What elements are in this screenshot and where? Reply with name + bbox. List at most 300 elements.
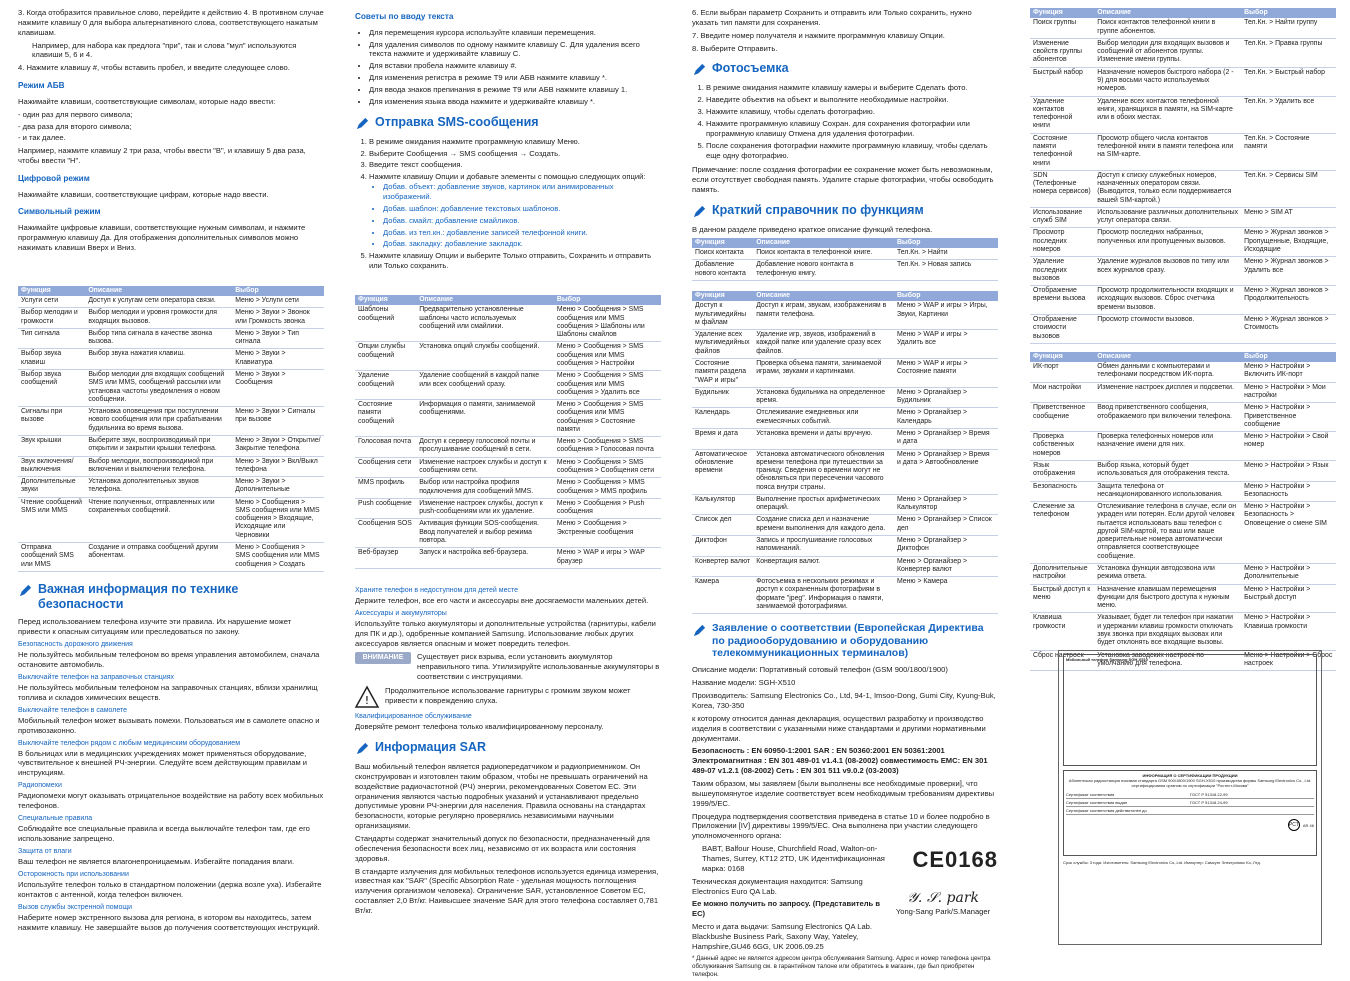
table-row [18, 477, 324, 498]
safety-item-title: Осторожность при использовании [18, 870, 129, 878]
table-cell: Push сообщение [355, 498, 416, 519]
table-row [692, 260, 998, 281]
symbol-title: Символьный режим [18, 207, 101, 217]
table-cell: Меню > Настройки > Свой номер [1241, 432, 1336, 461]
table-row [1066, 799, 1314, 807]
table-cell: Сертификат соответствия [1066, 792, 1115, 797]
table-cell: Меню > Сообщения > MMS сообщения > MMS профиль [554, 478, 661, 499]
table-cell: Меню > Настройки > Сброс настроек [1241, 650, 1336, 671]
table-header: Описание [85, 286, 232, 296]
table-cell: Установка опций службы сообщений. [416, 342, 554, 371]
table-cell: Меню > Журнал звонков > Удалить все [1241, 257, 1336, 286]
table-cell: Сертификат соответствия выдан [1066, 800, 1128, 805]
table-header: Описание [416, 295, 554, 305]
list-item: 2. Наведите объектив на объект и выполните необходимые настройки. [706, 95, 998, 105]
table-cell: Опции службы сообщений [355, 342, 416, 371]
table-cell: Меню > Звуки > Дополнительные [232, 477, 324, 498]
photo-note: Примечание: после создания фотографии ее сохранение может быть невозможным, если отсутствует свободная память. Удалите старые фотографии, чтобы освободить память. [692, 165, 994, 195]
table-cell: Тел.Кн. > Найти группу [1241, 18, 1336, 38]
safety-item-title: Радиопомехи [18, 782, 62, 790]
safety-item-title: Специальные правила [18, 815, 93, 823]
table-cell: Меню > WAP и игры > Удалить все [894, 330, 998, 359]
table-row [692, 556, 998, 577]
certification-insert [1058, 650, 1322, 945]
safety-heading [18, 582, 324, 612]
table-header: Выбор [1241, 352, 1336, 362]
table-cell: Тел.Кн. > Правка группы [1241, 38, 1336, 67]
certificate-box [1063, 770, 1317, 856]
declaration-line: к которому относится данная декларация, осуществил разработку и производство изделия в соответствии с указанными ниже стандартами и другими нормативными документами. [692, 713, 986, 743]
reference-title: Краткий справочник по функциям [712, 203, 924, 218]
table-row [692, 408, 998, 429]
ar-code: AR 46 [1302, 822, 1314, 828]
sms-title: Отправка SMS-сообщения [375, 114, 539, 129]
tips-title: Советы по вводу текста [355, 12, 454, 21]
table-cell: Удаление всех мультимедийных файлов [692, 330, 753, 359]
step-3-example: Например, для набора как предлога "при", так и слова "мул" используются клавиши 5, 6 и 4. [32, 40, 297, 60]
list-item: 2. Выберите Сообщения → SMS сообщения → Создать. [369, 149, 661, 159]
table-cell: Меню > Звуки > Звонок или Громкость звонка [232, 308, 324, 329]
table-cell: Меню > Настройки > Дополнительные [1241, 564, 1336, 585]
table-cell: Меню > Настройки > Приветственное сообщение [1241, 403, 1336, 432]
table-cell: Отправка сообщений SMS или MMS [18, 543, 85, 572]
declaration-title: Заявление о соответствии (Европейская Директива по радиооборудованию и оборудованию телекоммуникационных терминалов) [712, 622, 984, 660]
table-header: Функция [692, 291, 753, 301]
table-cell: ГОСТ Р 51318.24-99 [1190, 800, 1228, 805]
table-cell: Выбор языка, который будет использоваться для отображения текста. [1094, 460, 1241, 481]
list-item: 3. Нажмите клавишу, чтобы сделать фотографию. [706, 107, 998, 117]
table-row [692, 301, 998, 329]
table-cell: Веб-браузер [355, 548, 416, 569]
table-cell: Информация о памяти, занимаемой сообщениями. [416, 400, 554, 437]
accessories-text: Используйте только аккумуляторы и дополнительные устройства (гарнитуры, кабели для ПК и др.), одобренные компанией Samsung. Использование любых других аксессуаров является опасным и может повредить телефон. [355, 618, 656, 648]
table-cell: Меню > Настройки > Клавиша громкости [1241, 613, 1336, 650]
table-cell: Назначение номеров быстрого набора (2 - 9) для восьми часто используемых номеров. [1094, 67, 1241, 96]
photo-heading [692, 61, 998, 77]
safety-item-title: Защита от влаги [18, 847, 72, 855]
table-row [355, 457, 661, 478]
declaration-line: Описание модели: Портативный сотовый телефон (GSM 900/1800/1900) [692, 665, 948, 675]
pencil-icon [355, 741, 370, 756]
table-cell: Меню > Услуги сети [232, 296, 324, 308]
table-cell: Шаблоны сообщений [355, 305, 416, 342]
table-cell: Меню > Звуки > Сообщения [232, 369, 324, 406]
table-cell: Калькулятор [692, 494, 753, 515]
declaration-standards: Безопасность : EN 60950-1:2001 SAR : EN 50360:2001 EN 50361:2001 Электромагнитная : EN 301 489-01 v1.4.1 (08-2002) совместимость EMC: EN 301 489-07 v1.2.1 (08-2002) Сеть : EN 301 511 v9.0.2 (03-2003) [692, 746, 988, 776]
table-cell: Время и дата [692, 428, 753, 449]
table-cell: Выбор мелодии, воспроизводимой при включении и выключении телефона. [85, 456, 232, 477]
table-cell: Меню > Органайзер > Время и дата [894, 428, 998, 449]
table-cell: Удаление всех контактов телефонной книги, хранящихся в памяти, на SIM-карте или в обоих местах. [1094, 96, 1241, 133]
table-cell: Создание и отправка сообщений другим абонентам. [85, 543, 232, 572]
table-cell: Поиск контактов телефонной книги в группе абонентов. [1094, 18, 1241, 38]
reference-heading [692, 203, 998, 219]
abv-line: - один раз для первого символа; [18, 109, 133, 119]
table-row [355, 305, 661, 342]
table-cell [1190, 808, 1314, 813]
sar-paragraph: Ваш мобильный телефон является радиопередатчиком и радиоприемником. Он сконструирован и изготовлен таким образом, чтобы не превышать ограничений на воздействие радиочастотной (РЧ) энергии, рекомендованных Советом ЕС. Эти ограничения являются частью подробных указаний и устанавливают предельно допустимые уровни РЧ-энергии для населения. Правила основаны на стандартах безопасности, которые регулярно проверялись независимыми научными организациями. [355, 762, 648, 831]
table-cell: Меню > Сообщения > SMS сообщения или MMS сообщения > Настройки [554, 342, 661, 371]
table-row [1030, 133, 1336, 170]
sar-paragraph: В стандарте излучения для мобильных телефонов используется единица измерения, известная как "SAR" (Specific Absorption Rate - удельная мощность поглощения излучения организмом человека). Ограничение SAR, установленное Советом ЕС, составляет 2,0 Вт/кг. Наивысшее значение SAR для этого телефона составляет 0,781 Вт/кг. [355, 866, 659, 916]
table-cell: Использование служб SIM [1030, 207, 1094, 228]
table-cell: Выбор типа сигнала в качестве звонка вызова. [85, 328, 232, 349]
table-header: Выбор [1241, 8, 1336, 18]
table-row [18, 308, 324, 329]
table-row [355, 437, 661, 458]
table-cell: Быстрый набор [1030, 67, 1094, 96]
safety-item-text: Мобильный телефон может вызывать помехи. Пользоваться им в самолете опасно и противозаконно. [18, 715, 320, 735]
sar-heading [355, 740, 661, 756]
table-cell: Меню > Органайзер > Календарь [894, 408, 998, 429]
table-cell: Тел.Кн. > Быстрый набор [1241, 67, 1336, 96]
table-cell: Меню > Органайзер > Список дел [894, 515, 998, 536]
table-cell: Сообщения сети [355, 457, 416, 478]
table-cell: Выбор звука сообщений [18, 369, 85, 406]
safety-item-title: Выключайте телефон рядом с любым медицинским оборудованием [18, 739, 241, 747]
list-item: • Для перемещения курсора используйте клавиши перемещения. [369, 28, 661, 38]
table-row [18, 456, 324, 477]
table-cell: Меню > Настройки > Включить ИК-порт [1241, 362, 1336, 382]
declaration-line: Название модели: SGH-X510 [692, 678, 796, 688]
column-1 [18, 8, 324, 934]
abv-line: - и так далее. [18, 133, 66, 143]
table-row [1030, 207, 1336, 228]
table-cell: Тел.Кн. > Сервисы SIM [1241, 170, 1336, 207]
service-text: Доверяйте ремонт телефона только квалифицированному персоналу. [355, 722, 604, 732]
table-cell: ИК-порт [1030, 362, 1094, 382]
table-cell: Автоматическое обновление времени [692, 449, 753, 494]
child-text: Держите телефон, все его части и аксессуары вне досягаемости маленьких детей. [355, 595, 649, 605]
step-3: 3. Когда отобразится правильное слово, перейдите к действию 4. В противном случае нажмите клавишу 0 для выбора альтернативного слова, соответствующего нажатым клавишам. [18, 8, 324, 37]
abv-example: Например, нажмите клавишу 2 три раза, чтобы ввести "В", и клавишу 5 два раза, чтобы ввести "Н". [18, 146, 306, 166]
safety-item-text: Используйте телефон только в стандартном положении (держа возле уха). Избегайте контактов с антенной, когда телефон включен. [18, 879, 322, 899]
accessories-title: Аксессуары и аккумуляторы [355, 609, 447, 617]
list-item: • Для изменения регистра в режиме Т9 или АБВ нажмите клавишу *. [369, 73, 661, 83]
table-cell: Выбор мелодии и громкости [18, 308, 85, 329]
table-row [355, 342, 661, 371]
table-header: Функция [1030, 8, 1094, 18]
table-cell: Тел.Кн. > Новая запись [894, 260, 998, 281]
table-cell: Удаление журналов вызовов по типу или всех журналов сразу. [1094, 257, 1241, 286]
table-cell: Меню > Сообщения > Экстренные сообщения [554, 519, 661, 548]
table-row [1030, 584, 1336, 613]
safety-list [18, 640, 324, 932]
table-row [692, 358, 998, 387]
table-cell: Меню > Журнал звонков > Продолжительность [1241, 286, 1336, 315]
table-cell: Меню > Журнал звонков > Пропущенные, Входящие, Исходящие [1241, 228, 1336, 257]
notified-body: BABT, Balfour House, Churchfield Road, Walton-on-Thames, Surrey, KT12 2TD, UK Идентификационная марка: 0168 [702, 844, 885, 873]
table-cell: Отслеживание ежедневных или ежемесячных событий. [753, 408, 894, 429]
table-row [1030, 228, 1336, 257]
pencil-icon [18, 583, 33, 598]
table-row [1066, 791, 1314, 799]
list-item: • Добав. закладку: добавление закладок. [383, 239, 661, 249]
table-row [692, 248, 998, 260]
table-row [1030, 67, 1336, 96]
table-cell: Меню > Органайзер > Будильник [894, 387, 998, 408]
table-cell: Меню > Звуки > Тип сигнала [232, 328, 324, 349]
table-row [1030, 382, 1336, 403]
table-cell: Использование различных дополнительных услуг оператора связи. [1094, 207, 1241, 228]
table-row [1030, 460, 1336, 481]
table-cell: Меню > Звуки > Клавиатура [232, 349, 324, 370]
column-3 [692, 8, 998, 981]
table-cell: Меню > Звуки > Сигналы при вызове [232, 407, 324, 436]
table-cell: Удаление контактов телефонной книги [1030, 96, 1094, 133]
table-cell: Поиск контакта в телефонной книге. [753, 248, 894, 260]
table-cell: Установка будильника на определенное время. [753, 387, 894, 408]
table-cell: Меню > Сообщения > Push сообщения [554, 498, 661, 519]
table-cell: Назначение клавишам перемещения функции для быстрого доступа к нужным меню. [1094, 584, 1241, 613]
sms-step-7: 7. Введите номер получателя и нажмите программную клавишу Опции. [692, 30, 945, 40]
table-cell: Меню > Органайзер > Конвертер валют [894, 556, 998, 577]
list-item: • Добав. смайл: добавление смайликов. [383, 216, 661, 226]
table-cell: Меню > WAP и игры > WAP браузер [554, 548, 661, 569]
table-cell: Ввод приветственного сообщения, отображаемого при включении телефона. [1094, 403, 1241, 432]
table-cell: Меню > Сообщения > SMS сообщения > Сообщения сети [554, 457, 661, 478]
abv-line: - два раза для второго символа; [18, 121, 132, 131]
list-item: 3. Введите текст сообщения. [369, 160, 661, 170]
function-table [1030, 8, 1336, 344]
table-cell: Выполнение простых арифметических операций. [753, 494, 894, 515]
table-row [692, 428, 998, 449]
safety-item-text: Радиопомехи могут оказывать отрицательное воздействие на работу всех мобильных телефонов. [18, 791, 324, 811]
list-item: • Для вставки пробела нажмите клавишу #. [369, 61, 661, 71]
table-cell: Меню > Органайзер > Время и дата > Автообновление [894, 449, 998, 494]
table-row [1030, 96, 1336, 133]
table-header: Выбор [894, 238, 998, 248]
declaration-line: Ее можно получить по запросу. (Представитель в ЕС) [692, 899, 881, 919]
table-cell: Конвертация валют. [753, 556, 894, 577]
table-row [692, 577, 998, 614]
table-cell: Создание списка дел и назначение времени выполнения для каждого дела. [753, 515, 894, 536]
table-cell: Конвертер валют [692, 556, 753, 577]
safety-item-text: Ваш телефон не является влагонепроницаемым. Избегайте попадания влаги. [18, 856, 295, 866]
table-header: Функция [692, 238, 753, 248]
table-cell: Изменение настроек службы и доступ к сообщениям сети. [416, 457, 554, 478]
table-cell: Выбор звука нажатия клавиш. [85, 349, 232, 370]
table-cell: Предварительно установленные шаблоны часто используемых сообщений или смайлики. [416, 305, 554, 342]
sms-options [369, 182, 661, 249]
table-row [1030, 286, 1336, 315]
table-cell: Меню > Органайзер > Калькулятор [894, 494, 998, 515]
table-row [1066, 807, 1314, 815]
table-cell: Список дел [692, 515, 753, 536]
hearing-text: Продолжительное использование гарнитуры с громким звуком может привести к повреждению слуха. [385, 686, 631, 705]
list-item [369, 172, 661, 249]
table-cell: Меню > SIM AT [1241, 207, 1336, 228]
declaration-line: Таким образом, мы заявляем [были выполнены все необходимые проверки], что вышеупомянутое изделие соответствует всем необходимым требованиям директивы 1999/5/EC. [692, 779, 995, 808]
table-cell: Меню > Сообщения > SMS сообщения > Голосовая почта [554, 437, 661, 458]
sms-steps [355, 137, 661, 271]
table-cell: Дополнительные звуки [18, 477, 85, 498]
safety-item-text: Не пользуйтесь мобильным телефоном на заправочных станциях, вблизи хранилищ топлива и складов химических веществ. [18, 683, 318, 702]
table-cell: Удаление последних вызовов [1030, 257, 1094, 286]
table-cell: Камера [692, 577, 753, 614]
table-cell: Состояние памяти сообщений [355, 400, 416, 437]
table-cell: Установка времени и даты вручную. [753, 428, 894, 449]
table-cell: Выбор мелодии для входящих вызовов и сообщений от абонентов группы. Изменение имени группы. [1094, 38, 1241, 67]
table-cell: Выбор мелодии для входящих сообщений SMS или MMS, сообщений рассылки или установка частоты уведомления о новом сообщении. [85, 369, 232, 406]
table-cell: Календарь [692, 408, 753, 429]
table-cell: Установка функции автодозвона или режима ответа. [1094, 564, 1241, 585]
table-cell: Добавление нового контакта в телефонную книгу. [753, 260, 894, 281]
table-cell: Просмотр общего числа контактов телефонной книги в памяти телефона или на SIM-карте. [1094, 133, 1241, 170]
warning-text: Существует риск взрыва, если установить аккумулятор неправильного типа. Утилизируйте использованные аккумуляторы в соответствии с инструкциями. [417, 652, 660, 682]
table-row [692, 494, 998, 515]
table-cell: Звук включения/ выключения [18, 456, 85, 477]
function-table [692, 291, 998, 614]
table-cell: SDN (Телефонные номера сервисов) [1030, 170, 1094, 207]
table-cell: Защита телефона от несанкционированного использования. [1094, 481, 1241, 502]
table-row [355, 478, 661, 499]
table-cell: Меню > Настройки > Быстрый доступ [1241, 584, 1336, 613]
table-cell: Сигналы при вызове [18, 407, 85, 436]
list-item: 4. Нажмите программную клавишу Сохран. для сохранения фотографии или программную клавишу Отмена для удаления фотографии. [706, 119, 998, 139]
list-item: 1. В режиме ожидания нажмите программную клавишу Меню. [369, 137, 661, 147]
table-row [1030, 18, 1336, 38]
list-item: • Для удаления символов по одному нажмите клавишу С. Для удаления всего текста нажмите и удерживайте клавишу С. [369, 40, 661, 60]
table-cell: Проверка собственных номеров [1030, 432, 1094, 461]
table-row [692, 536, 998, 557]
safety-item-text: В больницах или в медицинских учреждениях может применяться оборудование, чувствительное к внешней РЧ-энергии. Следуйте всем действующим правилам и инструкциям. [18, 748, 308, 778]
table-cell: Язык отображения [1030, 460, 1094, 481]
table-cell: Тел.Кн. > Состояние памяти [1241, 133, 1336, 170]
table-cell: Меню > Сообщения > SMS сообщения или MMS сообщения > Удалить все [554, 371, 661, 400]
table-cell: Тел.Кн. > Найти [894, 248, 998, 260]
certificate-footer: Срок службы: 3 года. Изготовитель: Samsung Electronics Co.,Ltd. Импортер: Самсунг Электроникс Ко.,Лтд. [1063, 860, 1261, 865]
table-cell: Состояние памяти телефонной книги [1030, 133, 1094, 170]
safety-item-title: Безопасность дорожного движения [18, 641, 133, 649]
table-cell: Доступ к играм, звукам, изображениям в памяти телефона. [753, 301, 894, 329]
table-row [1030, 257, 1336, 286]
table-cell: Меню > Настройки > Безопасность > Оповещение о смене SIM [1241, 502, 1336, 564]
table-row [1030, 564, 1336, 585]
tips-list [355, 28, 661, 107]
table-row [692, 449, 998, 494]
table-cell: Удаление игр, звуков, изображений в каждой папке или удаление сразу всех файлов. [753, 330, 894, 359]
declaration-line: Процедура подтверждения соответствия приведена в статье 10 и более подробно в Приложении [IV] директивы 1999/5/EC. Она выполнена при участии следующего уполномоченного органа: [692, 811, 990, 841]
sar-title: Информация SAR [375, 740, 486, 755]
list-item: • Добав. из тел.кн.: добавление записей телефонной книги. [383, 228, 661, 238]
table-cell: Голосовая почта [355, 437, 416, 458]
photo-steps [692, 83, 998, 160]
table-cell: Быстрый доступ к меню [1030, 584, 1094, 613]
table-cell: Отображение стоимости вызовов [1030, 315, 1094, 344]
table-cell: Добавление нового контакта [692, 260, 753, 281]
digit-text: Нажимайте клавиши, соответствующие цифрам, которые надо ввести. [18, 189, 269, 199]
table-row [355, 400, 661, 437]
table-row [18, 349, 324, 370]
declaration-line: Производитель: Samsung Electronics Co., Ltd, 94-1, Imsoo-Dong, Gumi City, Kyung-Buk, Korea, 730-350 [692, 691, 996, 710]
table-row [18, 296, 324, 308]
table-cell: Выберите звук, воспроизводимый при открытии и закрытии крышки телефона. [85, 435, 232, 456]
table-cell: Сообщения SOS [355, 519, 416, 548]
table-row [18, 328, 324, 349]
pencil-icon [692, 62, 707, 77]
table-cell: Изменение свойств группы абонентов [1030, 38, 1094, 67]
table-cell: Установка автоматического обновления времени телефона при путешествии за границу. Сведения о времени могут не обновляться при пересечении часового пояса внутри страны. [753, 449, 894, 494]
table-row [355, 519, 661, 548]
sms-step-6: 6. Если выбран параметр Сохранить и отправить или Только сохранить, нужно указать тип памяти для сохранения. [692, 8, 972, 27]
table-cell: Меню > Сообщения > SMS сообщения или MMS сообщения > Входящие, Исходящие или Черновики [232, 497, 324, 542]
table-cell: Чтение сообщений SMS или MMS [18, 497, 85, 542]
child-title: Храните телефон в недоступном для детей месте [355, 586, 519, 594]
function-table [355, 295, 661, 569]
hearing-note [355, 686, 661, 708]
function-table [692, 238, 998, 281]
table-cell: Дополнительные настройки [1030, 564, 1094, 585]
table-cell: Изменение настроек дисплея и подсветки. [1094, 382, 1241, 403]
table-row [1030, 362, 1336, 382]
product-label-title: Мобильный телефон Samsung SGH-X510 [1066, 657, 1148, 662]
table-cell: Слежение за телефоном [1030, 502, 1094, 564]
table-cell: Безопасность [1030, 481, 1094, 502]
table-row [1030, 170, 1336, 207]
table-cell: Меню > Органайзер > Диктофон [894, 536, 998, 557]
table-cell: Меню > Настройки > Безопасность [1241, 481, 1336, 502]
product-label [1063, 654, 1317, 766]
safety-item-text: Наберите номер экстренного вызова для региона, в котором вы находитесь, затем нажмите клавишу. Не завершайте вызов до получения соответствующих инструкций. [18, 912, 320, 932]
function-table [1030, 352, 1336, 671]
photo-title: Фотосъемка [712, 61, 789, 76]
table-cell: Меню > WAP и игры > Состояние памяти [894, 358, 998, 387]
table-row [18, 407, 324, 436]
digit-title: Цифровой режим [18, 173, 90, 183]
table-cell: Установка дополнительных звуков телефона. [85, 477, 232, 498]
table-cell: Услуги сети [18, 296, 85, 308]
table-cell: Отслеживание телефона в случае, если он украден или потерян. Если другой человек пытается использовать ваш телефон с другой SIM-картой, то ваш или ваше доверительные номера автоматически отправляется соответствующее сообщение. [1094, 502, 1241, 564]
table-cell: Просмотр последних номеров [1030, 228, 1094, 257]
table-header: Описание [753, 291, 894, 301]
svg-text:!: ! [364, 694, 370, 708]
table-cell: Меню > Настройки > Язык [1241, 460, 1336, 481]
table-cell: Удаление сообщений [355, 371, 416, 400]
safety-item-text: Не пользуйтесь мобильным телефоном во время управления автомобилем, сначала остановите автомобиль. [18, 650, 320, 670]
table-cell: Доступ к списку служебных номеров, назначенных оператором связи. (Выводится, только если поддерживается вашей SIM-картой.) [1094, 170, 1241, 207]
table-row [355, 371, 661, 400]
table-cell: Изменение настроек службы, доступ к push-сообщениям или их удаление. [416, 498, 554, 519]
table-cell: Меню > Сообщения > SMS сообщения или MMS сообщения > Шаблоны или Шаблоны смайлов [554, 305, 661, 342]
table-cell: Тел.Кн. > Удалить все [1241, 96, 1336, 133]
table-cell: Меню > Звуки > Вкл/Выкл телефона [232, 456, 324, 477]
pct-mark-text: PCT [1288, 821, 1299, 828]
table-row [692, 515, 998, 536]
table-header: Выбор [894, 291, 998, 301]
list-item: 1. В режиме ожидания нажмите клавишу камеры и выберите Сделать фото. [706, 83, 998, 93]
safety-item-text: Соблюдайте все специальные правила и всегда выключайте телефон там, где его использование запрещено. [18, 824, 310, 843]
table-cell: Запись и прослушивание голосовых напоминаний. [753, 536, 894, 557]
table-row [355, 548, 661, 569]
table-cell: Проверка телефонных номеров или назначение имени для них. [1094, 432, 1241, 461]
table-cell: Меню > Звуки > Открытие/Закрытие телефона [232, 435, 324, 456]
pencil-icon [692, 204, 707, 219]
table-row [355, 498, 661, 519]
table-cell: Просмотр продолжительности входящих и исходящих вызовов. Сброс счетчика времени вызовов. [1094, 286, 1241, 315]
ce-mark: CE0168 [912, 847, 998, 873]
table-header: Описание [1094, 8, 1241, 18]
list-item: • Для изменения языка ввода нажмите и удерживайте клавишу *. [369, 97, 661, 107]
table-cell: Проверка объема памяти, занимаемой играми, звуками и картинками. [753, 358, 894, 387]
list-item: • Добав. шаблон: добавление текстовых шаблонов. [383, 204, 661, 214]
table-cell: Меню > Камера [894, 577, 998, 614]
table-cell: Меню > Настройки > Мои настройки [1241, 382, 1336, 403]
table-header: Функция [18, 286, 85, 296]
list-item: • Добав. объект: добавление звуков, картинок или анимированных изображений. [383, 182, 661, 202]
function-table [18, 286, 324, 572]
safety-title: Важная информация по технике безопасности [38, 581, 239, 611]
